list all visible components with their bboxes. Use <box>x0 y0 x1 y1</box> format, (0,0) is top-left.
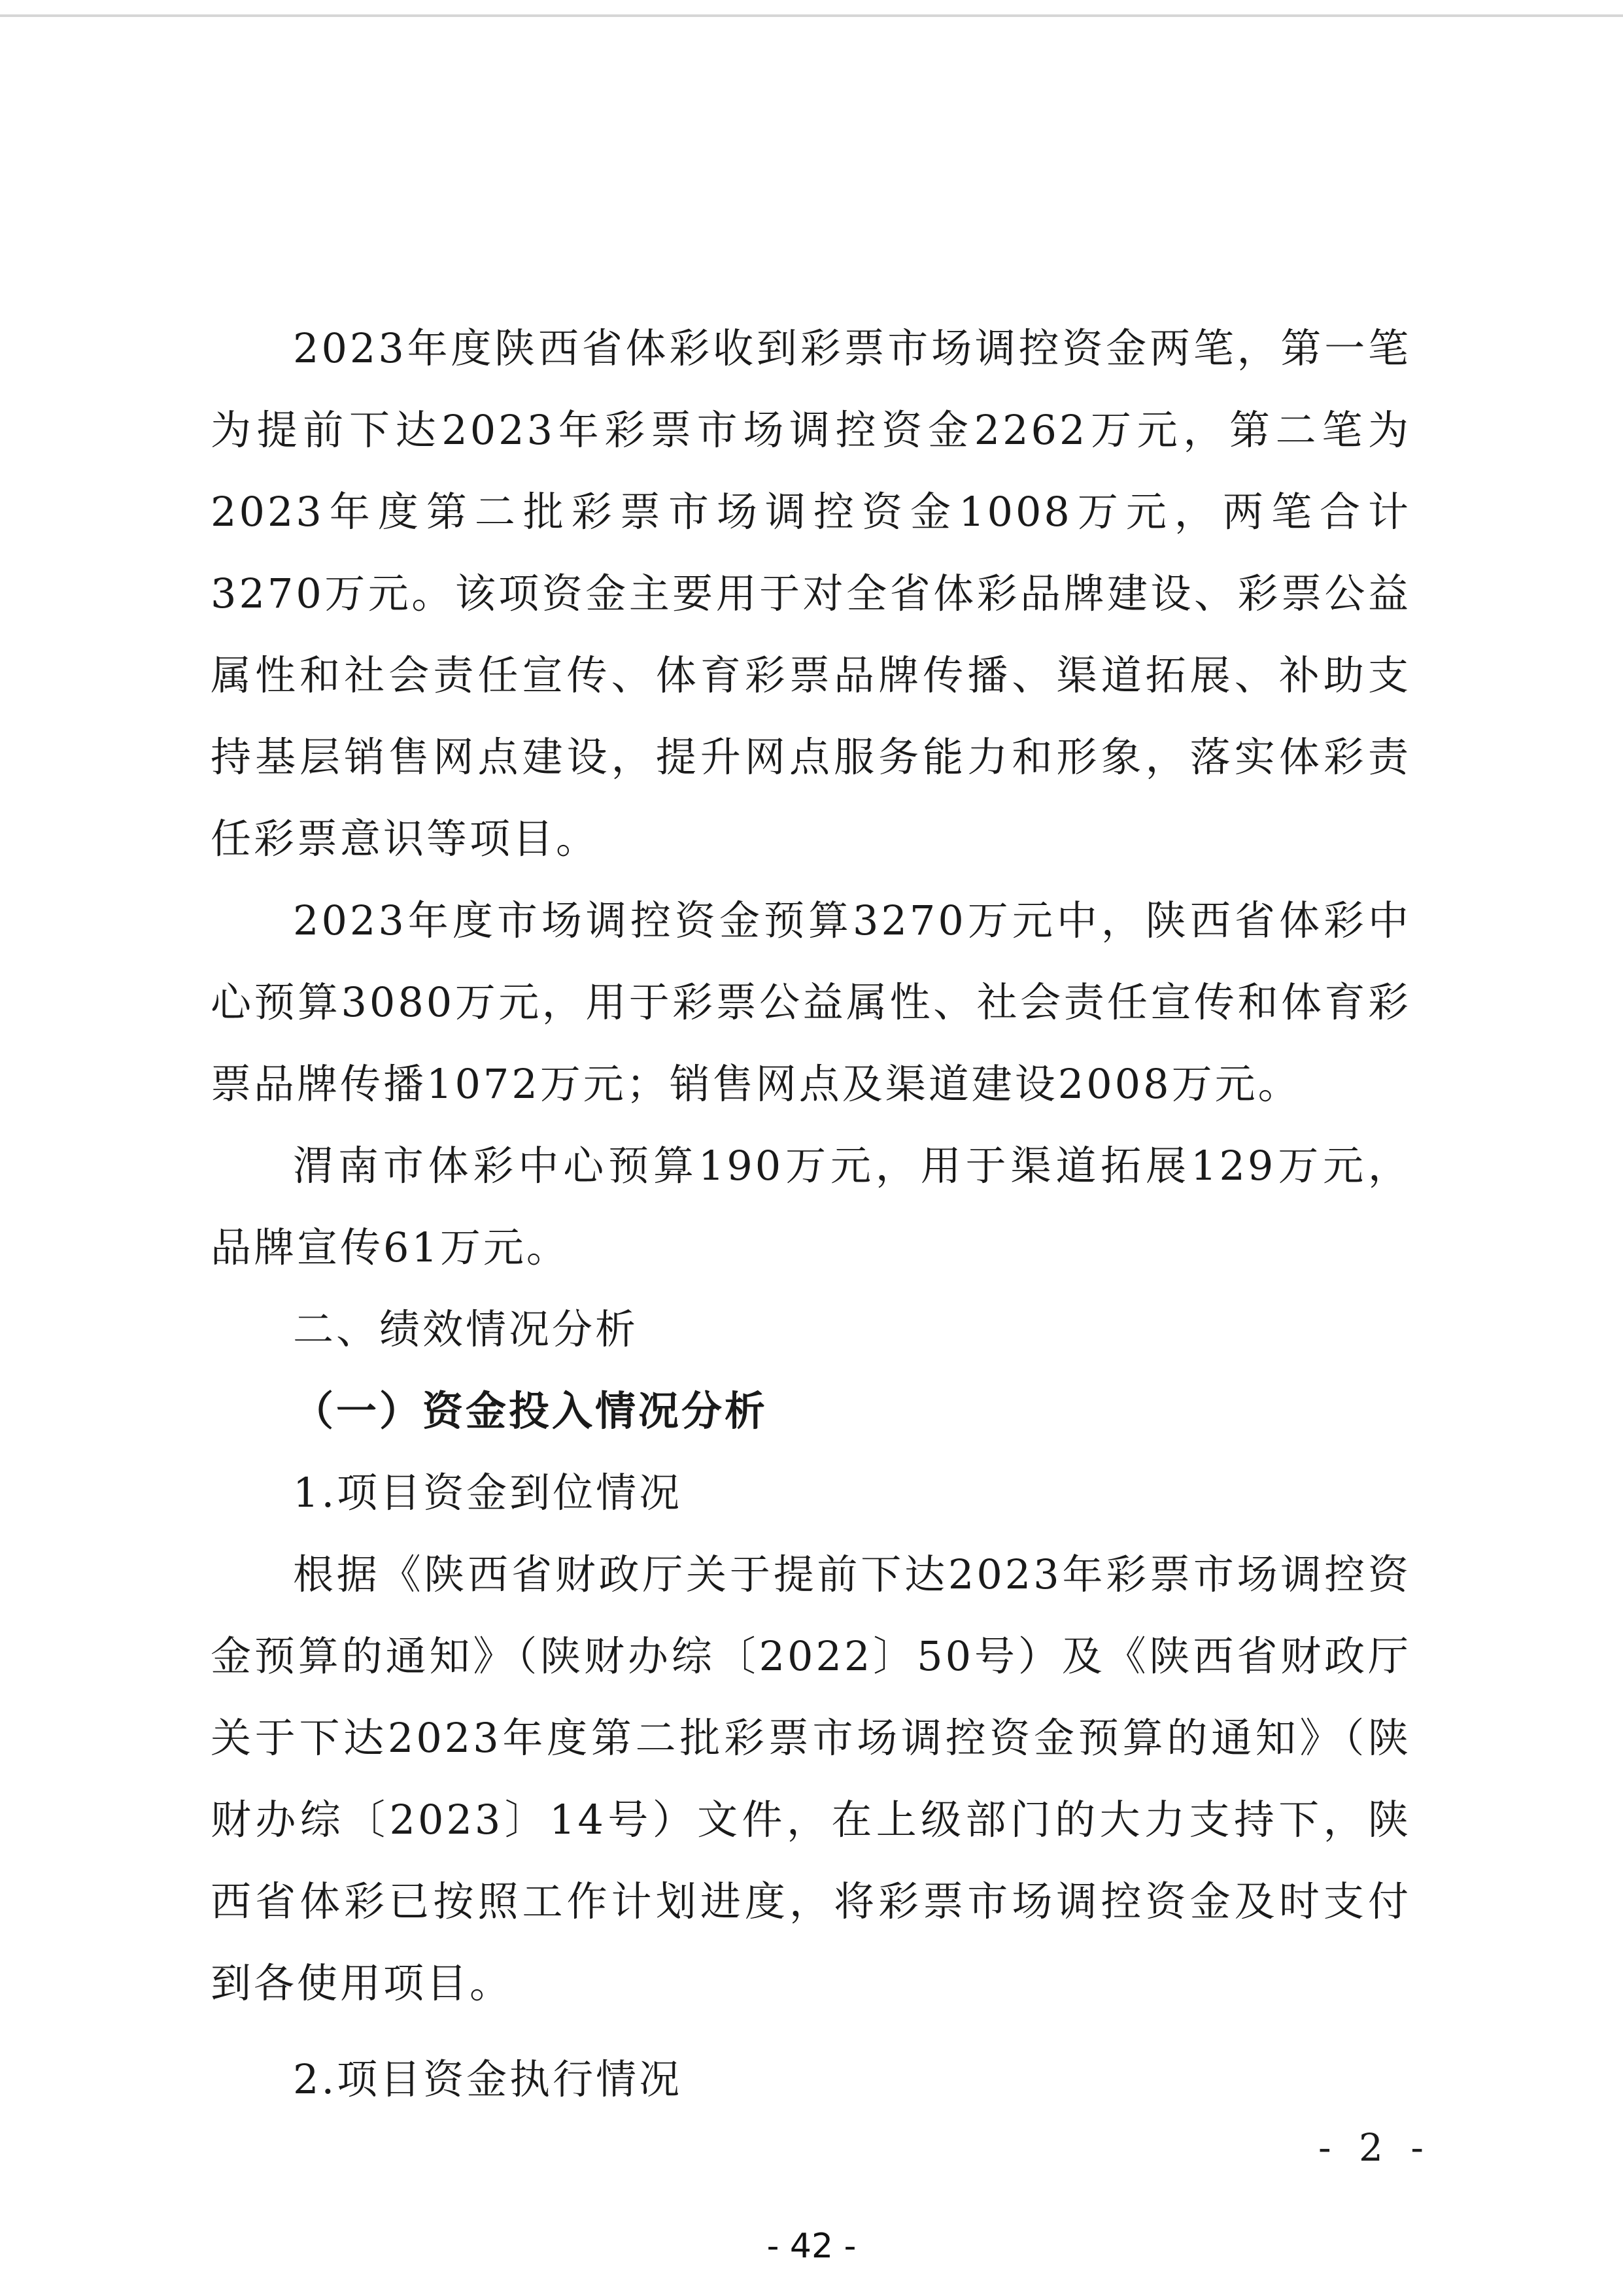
scan-top-edge <box>0 14 1623 17</box>
paragraph-funds-overview: 2023年度陕西省体彩收到彩票市场调控资金两笔，第一笔为提前下达2023年彩票市场调控资金2262万元，第二笔为2023年度第二批彩票市场调控资金1008万元，两笔合计3270万元。该项资金主要用于对全省体彩品牌建设、彩票公益属性和社会责任宣传、体育彩票品牌传播、渠道拓展、补助支持基层销售网点建设，提升网点服务能力和形象，落实体彩责任彩票意识等项目。 <box>211 324 1411 863</box>
subsection-heading-funding-input: （一）资金投入情况分析 <box>293 1387 768 1435</box>
paragraph-budget-allocation: 2023年度市场调控资金预算3270万元中，陕西省体彩中心预算3080万元，用于彩票公益属性、社会责任宣传和体育彩票品牌传播1072万元；销售网点及渠道建设2008万元。 <box>211 897 1411 1108</box>
section-heading-performance: 二、绩效情况分析 <box>293 1305 639 1353</box>
paragraph-weinan-budget: 渭南市体彩中心预算190万元，用于渠道拓展129万元，品牌宣传61万元。 <box>211 1142 1411 1271</box>
inner-page-number: - 2 - <box>1318 2125 1431 2170</box>
item-heading-funds-execution: 2.项目资金执行情况 <box>293 2055 683 2103</box>
outer-page-number: - 42 - <box>766 2227 857 2266</box>
document-body <box>211 307 1411 2120</box>
item-heading-funds-arrival: 1.项目资金到位情况 <box>293 1469 683 1516</box>
paragraph-funds-arrival: 根据《陕西省财政厅关于提前下达2023年彩票市场调控资金预算的通知》（陕财办综〔2022〕50号）及《陕西省财政厅关于下达2023年度第二批彩票市场调控资金预算的通知》（陕财办综〔2023〕14号）文件，在上级部门的大力支持下，陕西省体彩已按照工作计划进度，将彩票市场调控资金及时支付到各使用项目。 <box>211 1551 1411 2007</box>
